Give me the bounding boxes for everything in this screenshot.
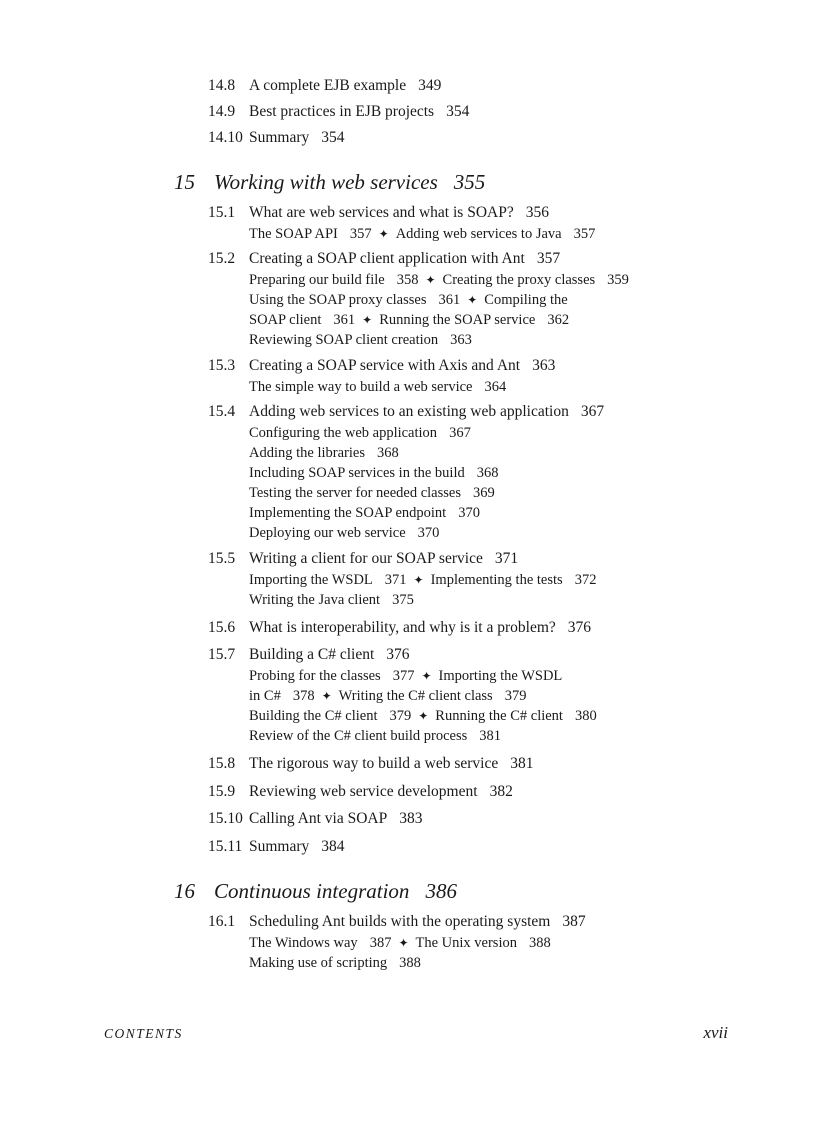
- subsection-line: [249, 291, 568, 310]
- toc-entry-15-1[interactable]: [208, 203, 549, 223]
- section-number: 15.9: [208, 783, 236, 800]
- subsection-title[interactable]: Adding the libraries: [249, 445, 365, 461]
- page-number: 361: [333, 312, 356, 328]
- subsection-line: [249, 707, 597, 726]
- section-title: Calling Ant via SOAP: [249, 810, 388, 827]
- subsection-line: [249, 444, 399, 463]
- chapter-title: Continuous integration: [214, 879, 410, 903]
- toc-entry-15-4[interactable]: [208, 402, 604, 422]
- page-number: 368: [476, 465, 499, 481]
- subsection-line: [249, 687, 526, 706]
- subsection-line: [249, 504, 480, 523]
- section-number: 15.8: [208, 755, 236, 772]
- subsection-line: [249, 331, 472, 350]
- page-number: 354: [321, 129, 345, 146]
- subsection-title[interactable]: Review of the C# client build process: [249, 728, 468, 744]
- subsection-line: [249, 591, 414, 610]
- page-number: 377: [392, 668, 415, 684]
- page-number: 364: [484, 379, 507, 395]
- page-number: 367: [449, 425, 471, 441]
- subsection-title[interactable]: Adding web services to Java: [395, 226, 562, 242]
- section-title: Adding web services to an existing web application: [249, 403, 569, 420]
- toc-entry-14-8[interactable]: [208, 76, 441, 96]
- diamond-separator-icon: ✦: [321, 689, 332, 703]
- page-number: 387: [562, 913, 586, 930]
- chapter-number: 16: [174, 879, 195, 903]
- subsection-title[interactable]: Running the SOAP service: [379, 312, 536, 328]
- chapter-15-heading[interactable]: [174, 169, 485, 195]
- subsection-title[interactable]: in C#: [249, 688, 281, 704]
- section-title: Writing a client for our SOAP service: [249, 550, 483, 567]
- subsection-title[interactable]: Importing the WSDL: [249, 572, 373, 588]
- subsection-title[interactable]: Compiling the: [484, 292, 568, 308]
- section-title: Creating a SOAP service with Axis and Ant: [249, 357, 521, 374]
- toc-entry-14-9[interactable]: [208, 102, 469, 122]
- section-title: Summary: [249, 129, 310, 146]
- section-title: A complete EJB example: [249, 77, 407, 94]
- subsection-line: [249, 667, 562, 686]
- section-number: 16.1: [208, 913, 236, 930]
- section-number: 14.10: [208, 129, 243, 146]
- diamond-separator-icon: ✦: [398, 936, 409, 950]
- subsection-line: [249, 225, 595, 244]
- subsection-line: [249, 311, 569, 330]
- page-number: 368: [376, 445, 399, 461]
- page-number: 359: [607, 272, 629, 288]
- section-number: 15.10: [208, 810, 243, 827]
- subsection-title[interactable]: Deploying our web service: [249, 525, 406, 541]
- page-number: 381: [479, 728, 502, 744]
- toc-entry-15-11[interactable]: [208, 837, 345, 857]
- subsection-title[interactable]: Implementing the tests: [430, 572, 563, 588]
- section-title: Reviewing web service development: [249, 783, 478, 800]
- page-number: 357: [349, 226, 372, 242]
- page-number: 357: [573, 226, 596, 242]
- section-title: The rigorous way to build a web service: [249, 755, 499, 772]
- toc-entry-15-6[interactable]: [208, 618, 591, 638]
- page-number: 356: [525, 204, 549, 221]
- section-title: What is interoperability, and why is it a problem?: [249, 619, 556, 636]
- toc-entry-15-5[interactable]: [208, 549, 518, 569]
- page-number: 376: [567, 619, 592, 636]
- section-title: Creating a SOAP client application with Ant: [249, 250, 525, 267]
- diamond-separator-icon: ✦: [467, 293, 478, 307]
- page-number: 370: [458, 505, 480, 521]
- toc-entry-15-9[interactable]: [208, 782, 513, 802]
- page-number: 371: [494, 550, 519, 567]
- page-number: 370: [417, 525, 440, 541]
- page-number: 388: [399, 955, 421, 971]
- page-number: 381: [510, 755, 534, 772]
- section-number: 15.4: [208, 403, 236, 420]
- subsection-line: [249, 484, 495, 503]
- page-number: 378: [292, 688, 315, 704]
- subsection-line: [249, 378, 506, 397]
- subsection-line: [249, 524, 439, 543]
- folio-page-number: xvii: [703, 1023, 728, 1042]
- page-number: 387: [369, 935, 392, 951]
- toc-entry-15-3[interactable]: [208, 356, 555, 376]
- subsection-title[interactable]: Building the C# client: [249, 708, 378, 724]
- section-title: Best practices in EJB projects: [249, 103, 435, 120]
- subsection-title[interactable]: Importing the WSDL: [438, 668, 563, 684]
- page-number: 382: [489, 783, 513, 800]
- chapter-title: Working with web services: [214, 170, 438, 194]
- subsection-title[interactable]: The SOAP API: [249, 226, 338, 242]
- subsection-title[interactable]: Testing the server for needed classes: [249, 485, 461, 501]
- page-number: 375: [392, 592, 414, 608]
- page-number: 367: [580, 403, 605, 420]
- subsection-title[interactable]: The Windows way: [249, 935, 358, 951]
- section-number: 15.6: [208, 619, 236, 636]
- page-number: 369: [472, 485, 495, 501]
- subsection-line: [249, 424, 471, 443]
- subsection-line: [249, 464, 498, 483]
- diamond-separator-icon: ✦: [418, 709, 429, 723]
- subsection-line: [249, 954, 421, 973]
- diamond-separator-icon: ✦: [413, 573, 424, 587]
- subsection-line: [249, 727, 501, 746]
- subsection-title[interactable]: SOAP client: [249, 312, 322, 328]
- diamond-separator-icon: ✦: [378, 227, 389, 241]
- running-footer-title: CONTENTS: [104, 1026, 183, 1041]
- subsection-line: [249, 271, 629, 290]
- toc-entry-15-7[interactable]: [208, 645, 410, 665]
- chapter-number: 15: [174, 170, 195, 194]
- subsection-title[interactable]: The Unix version: [415, 935, 517, 951]
- subsection-title[interactable]: Writing the C# client class: [338, 688, 493, 704]
- subsection-title[interactable]: Running the C# client: [435, 708, 563, 724]
- page-number: 372: [574, 572, 597, 588]
- section-number: 14.8: [208, 77, 236, 94]
- page-number: 380: [574, 708, 597, 724]
- subsection-title[interactable]: Making use of scripting: [249, 955, 388, 971]
- section-number: 14.9: [208, 103, 236, 120]
- page-number: 363: [532, 357, 556, 374]
- page-number: 379: [389, 708, 412, 724]
- diamond-separator-icon: ✦: [362, 313, 373, 327]
- page-number: 371: [384, 572, 407, 588]
- section-number: 15.3: [208, 357, 236, 374]
- page-number: 349: [418, 77, 442, 94]
- toc-entry-14-10[interactable]: [208, 128, 345, 148]
- chapter-page: 355: [453, 170, 486, 194]
- subsection-title[interactable]: Including SOAP services in the build: [249, 465, 465, 481]
- page-number: 354: [446, 103, 470, 120]
- page-number: 388: [528, 935, 551, 951]
- subsection-title[interactable]: Writing the Java client: [249, 592, 381, 608]
- subsection-title[interactable]: Reviewing SOAP client creation: [249, 332, 439, 348]
- diamond-separator-icon: ✦: [425, 273, 436, 287]
- subsection-title[interactable]: Preparing our build file: [249, 272, 385, 288]
- page-number: 357: [536, 250, 561, 267]
- page-number: 383: [399, 810, 423, 827]
- section-title: Scheduling Ant builds with the operating system: [249, 913, 551, 930]
- toc-entry-15-10[interactable]: [208, 809, 422, 829]
- section-number: 15.11: [208, 838, 243, 855]
- page-number: 376: [386, 646, 410, 663]
- chapter-16-heading[interactable]: [174, 878, 457, 904]
- section-title: Summary: [249, 838, 310, 855]
- section-number: 15.2: [208, 250, 236, 267]
- diamond-separator-icon: ✦: [421, 669, 432, 683]
- page-number: 379: [504, 688, 527, 704]
- page-number: 363: [450, 332, 472, 348]
- subsection-line: [249, 571, 596, 590]
- page-number: 384: [321, 838, 345, 855]
- section-title: What are web services and what is SOAP?: [249, 204, 514, 221]
- section-number: 15.7: [208, 646, 236, 663]
- subsection-title[interactable]: Using the SOAP proxy classes: [249, 292, 427, 308]
- subsection-title[interactable]: Configuring the web application: [249, 425, 438, 441]
- section-number: 15.1: [208, 204, 236, 221]
- page-number: 362: [547, 312, 570, 328]
- chapter-page: 386: [425, 879, 457, 903]
- subsection-title[interactable]: Creating the proxy classes: [442, 272, 596, 288]
- subsection-title[interactable]: The simple way to build a web service: [249, 379, 473, 395]
- subsection-title[interactable]: Probing for the classes: [249, 668, 381, 684]
- subsection-title[interactable]: Implementing the SOAP endpoint: [249, 505, 447, 521]
- subsection-line: [249, 934, 551, 953]
- toc-entry-15-8[interactable]: [208, 754, 533, 774]
- page-number: 361: [438, 292, 461, 308]
- section-number: 15.5: [208, 550, 236, 567]
- toc-entry-16-1[interactable]: [208, 912, 586, 932]
- section-title: Building a C# client: [249, 646, 375, 663]
- page-number: 358: [396, 272, 419, 288]
- toc-entry-15-2[interactable]: [208, 249, 560, 269]
